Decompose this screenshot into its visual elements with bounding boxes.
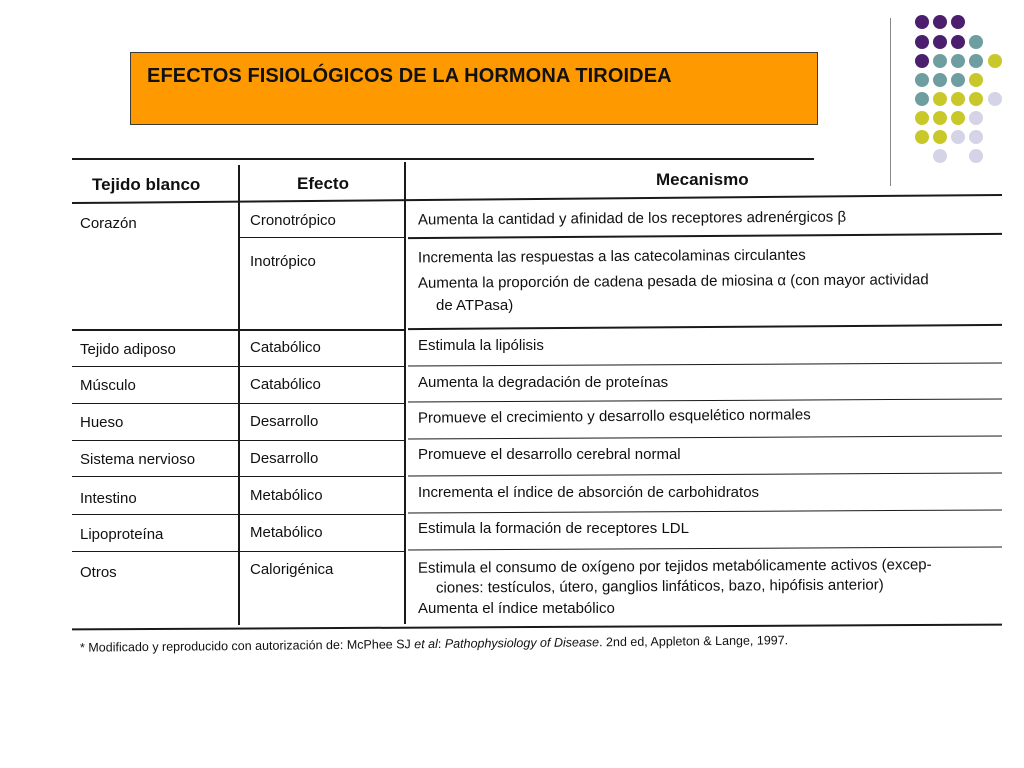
footnote-source-title: Pathophysiology of Disease bbox=[444, 635, 600, 651]
row-rule bbox=[240, 237, 406, 238]
row-otros-tissue: Otros bbox=[80, 564, 117, 581]
row-lipoproteina-tissue: Lipoproteína bbox=[80, 526, 164, 543]
header-bottom-rule bbox=[72, 194, 1002, 204]
row-rule bbox=[408, 233, 1002, 239]
row-adiposo-mechanism: Estimula la lipólisis bbox=[418, 337, 544, 354]
row-rule bbox=[408, 472, 1002, 476]
row-musculo-mechanism: Aumenta la degradación de proteínas bbox=[418, 374, 669, 391]
row-lipoproteina-mechanism: Estimula la formación de receptores LDL bbox=[418, 520, 689, 537]
row-nervioso-mechanism: Promueve el desarrollo cerebral normal bbox=[418, 446, 681, 463]
row-intestino-tissue: Intestino bbox=[80, 490, 137, 507]
row-rule bbox=[408, 509, 1002, 513]
footnote bbox=[80, 633, 788, 654]
row-adiposo-effect: Catabólico bbox=[250, 339, 321, 356]
row-intestino-effect: Metabólico bbox=[250, 487, 323, 504]
row-rule bbox=[72, 551, 404, 552]
row-rule bbox=[408, 362, 1002, 366]
row-lipoproteina-effect: Metabólico bbox=[250, 524, 323, 541]
row-hueso-effect: Desarrollo bbox=[250, 413, 319, 430]
row-nervioso-tissue: Sistema nervioso bbox=[80, 451, 196, 468]
footnote-suffix: . 2nd ed, Appleton & Lange, 1997. bbox=[598, 633, 789, 650]
column-divider-1 bbox=[238, 165, 240, 625]
row-musculo-effect: Catabólico bbox=[250, 376, 321, 393]
table-bottom-rule bbox=[72, 624, 1002, 631]
row-inotropico-mechanism-line2: Aumenta la proporción de cadena pesada de miosina α (con mayor actividad bbox=[417, 271, 929, 292]
column-divider-2 bbox=[404, 162, 406, 624]
footnote-prefix: * Modificado y reproducido con autorización de: McPhee SJ bbox=[79, 637, 415, 655]
row-nervioso-effect: Desarrollo bbox=[250, 450, 319, 467]
row-adiposo-tissue: Tejido adiposo bbox=[80, 341, 176, 358]
row-inotropico-mechanism-line1: Incrementa las respuestas a las catecolaminas circulantes bbox=[417, 246, 806, 267]
row-rule bbox=[72, 514, 404, 515]
row-rule bbox=[72, 403, 404, 404]
row-rule bbox=[408, 435, 1002, 439]
row-rule bbox=[72, 440, 404, 441]
row-otros-effect: Calorigénica bbox=[250, 561, 334, 578]
row-corazon-effect: Cronotrópico bbox=[250, 212, 336, 229]
row-hueso-tissue: Hueso bbox=[80, 414, 124, 431]
table-top-rule bbox=[72, 158, 814, 160]
row-rule bbox=[408, 324, 1002, 330]
row-hueso-mechanism: Promueve el crecimiento y desarrollo esquelético normales bbox=[417, 406, 811, 427]
row-rule bbox=[408, 546, 1002, 550]
slide-title: EFECTOS FISIOLÓGICOS DE LA HORMONA TIROIDEA bbox=[147, 65, 672, 87]
row-otros-mechanism-line3: Aumenta el índice metabólico bbox=[418, 600, 615, 617]
header-mechanism: Mecanismo bbox=[656, 170, 749, 189]
row-intestino-mechanism: Incrementa el índice de absorción de carbohidratos bbox=[418, 484, 760, 501]
row-rule bbox=[72, 476, 404, 477]
row-rule bbox=[72, 329, 404, 331]
row-musculo-tissue: Músculo bbox=[80, 377, 136, 394]
row-corazon-mechanism: Aumenta la cantidad y afinidad de los receptores adrenérgicos β bbox=[417, 208, 847, 229]
row-rule bbox=[72, 366, 404, 367]
row-otros-mechanism-line2: ciones: testículos, útero, ganglios linfáticos, bazo, hipófisis anterior) bbox=[435, 576, 884, 597]
row-corazon-tissue: Corazón bbox=[80, 215, 137, 232]
row-rule bbox=[408, 398, 1002, 402]
row-otros-mechanism-line1: Estimula el consumo de oxígeno por tejidos metabólicamente activos (excep- bbox=[417, 556, 932, 577]
header-tissue: Tejido blanco bbox=[92, 175, 201, 194]
footnote-et-al: et al bbox=[414, 636, 438, 652]
row-inotropico-effect: Inotrópico bbox=[250, 253, 316, 270]
footnote-colon: : bbox=[437, 636, 445, 651]
header-effect: Efecto bbox=[297, 174, 349, 193]
row-inotropico-mechanism-line3: de ATPasa) bbox=[436, 297, 514, 314]
